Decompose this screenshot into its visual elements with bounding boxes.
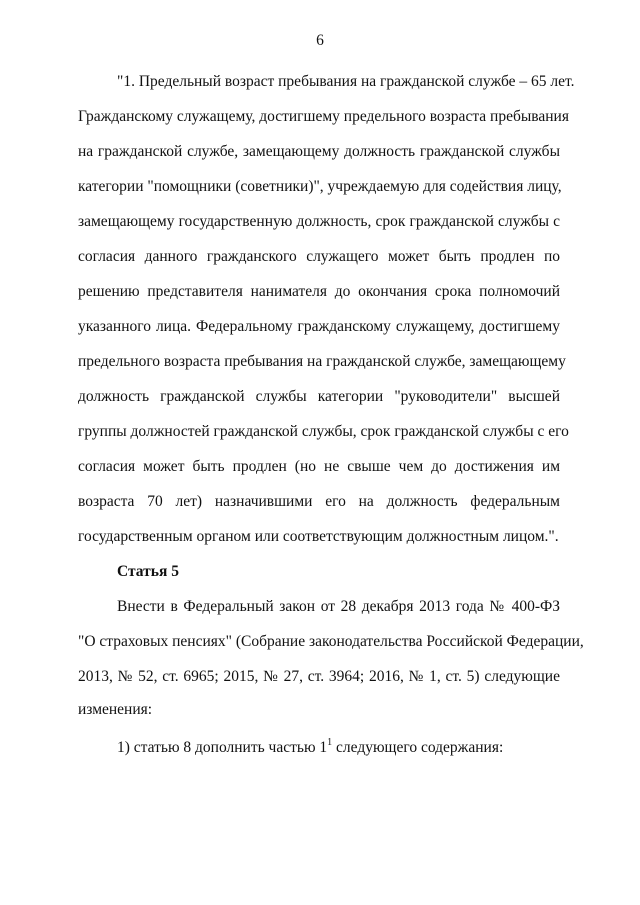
paragraph-line: "1. Предельный возраст пребывания на гражданской службе – 65 лет. xyxy=(117,73,575,90)
list-item-1 xyxy=(117,738,560,758)
paragraph-line: возраста 70 лет) назначившими его на должность федеральным xyxy=(78,493,560,510)
paragraph-line: Гражданскому служащему, достигшему предельного возраста пребывания xyxy=(78,108,569,125)
page-number: 6 xyxy=(316,32,324,49)
paragraph-line: предельного возраста пребывания на гражданской службе, замещающему xyxy=(78,353,566,370)
article-heading: Статья 5 xyxy=(117,563,179,580)
paragraph-line: указанного лица. Федеральному гражданскому служащему, достигшему xyxy=(78,318,560,335)
paragraph-line: изменения: xyxy=(78,701,153,718)
paragraph-line: согласия данного гражданского служащего может быть продлен по xyxy=(78,248,560,265)
paragraph-line: Внести в Федеральный закон от 28 декабря 2013 года № 400-ФЗ xyxy=(117,598,560,615)
superscript: 1 xyxy=(327,736,333,748)
paragraph-line: 2013, № 52, ст. 6965; 2015, № 27, ст. 3964; 2016, № 1, ст. 5) следующие xyxy=(78,668,560,685)
paragraph-line: "О страховых пенсиях" (Собрание законодательства Российской Федерации, xyxy=(78,633,584,650)
paragraph-line: категории "помощники (советники)", учреждаемую для содействия лицу, xyxy=(78,178,562,195)
paragraph-line: государственным органом или соответствующим должностным лицом.". xyxy=(78,528,559,545)
paragraph-line: согласия может быть продлен (но не свыше чем до достижения им xyxy=(78,458,560,475)
list-item-text-end: следующего содержания: xyxy=(332,739,504,756)
paragraph-line: решению представителя нанимателя до окончания срока полномочий xyxy=(78,283,560,300)
paragraph-line: должность гражданской службы категории "руководители" высшей xyxy=(78,388,560,405)
list-item-text: 1) статью 8 дополнить частью 1 xyxy=(117,739,328,756)
paragraph-line: группы должностей гражданской службы, срок гражданской службы с его xyxy=(78,423,569,440)
paragraph-line: замещающему государственную должность, срок гражданской службы с xyxy=(78,213,560,230)
paragraph-line: на гражданской службе, замещающему должность гражданской службы xyxy=(78,143,560,160)
